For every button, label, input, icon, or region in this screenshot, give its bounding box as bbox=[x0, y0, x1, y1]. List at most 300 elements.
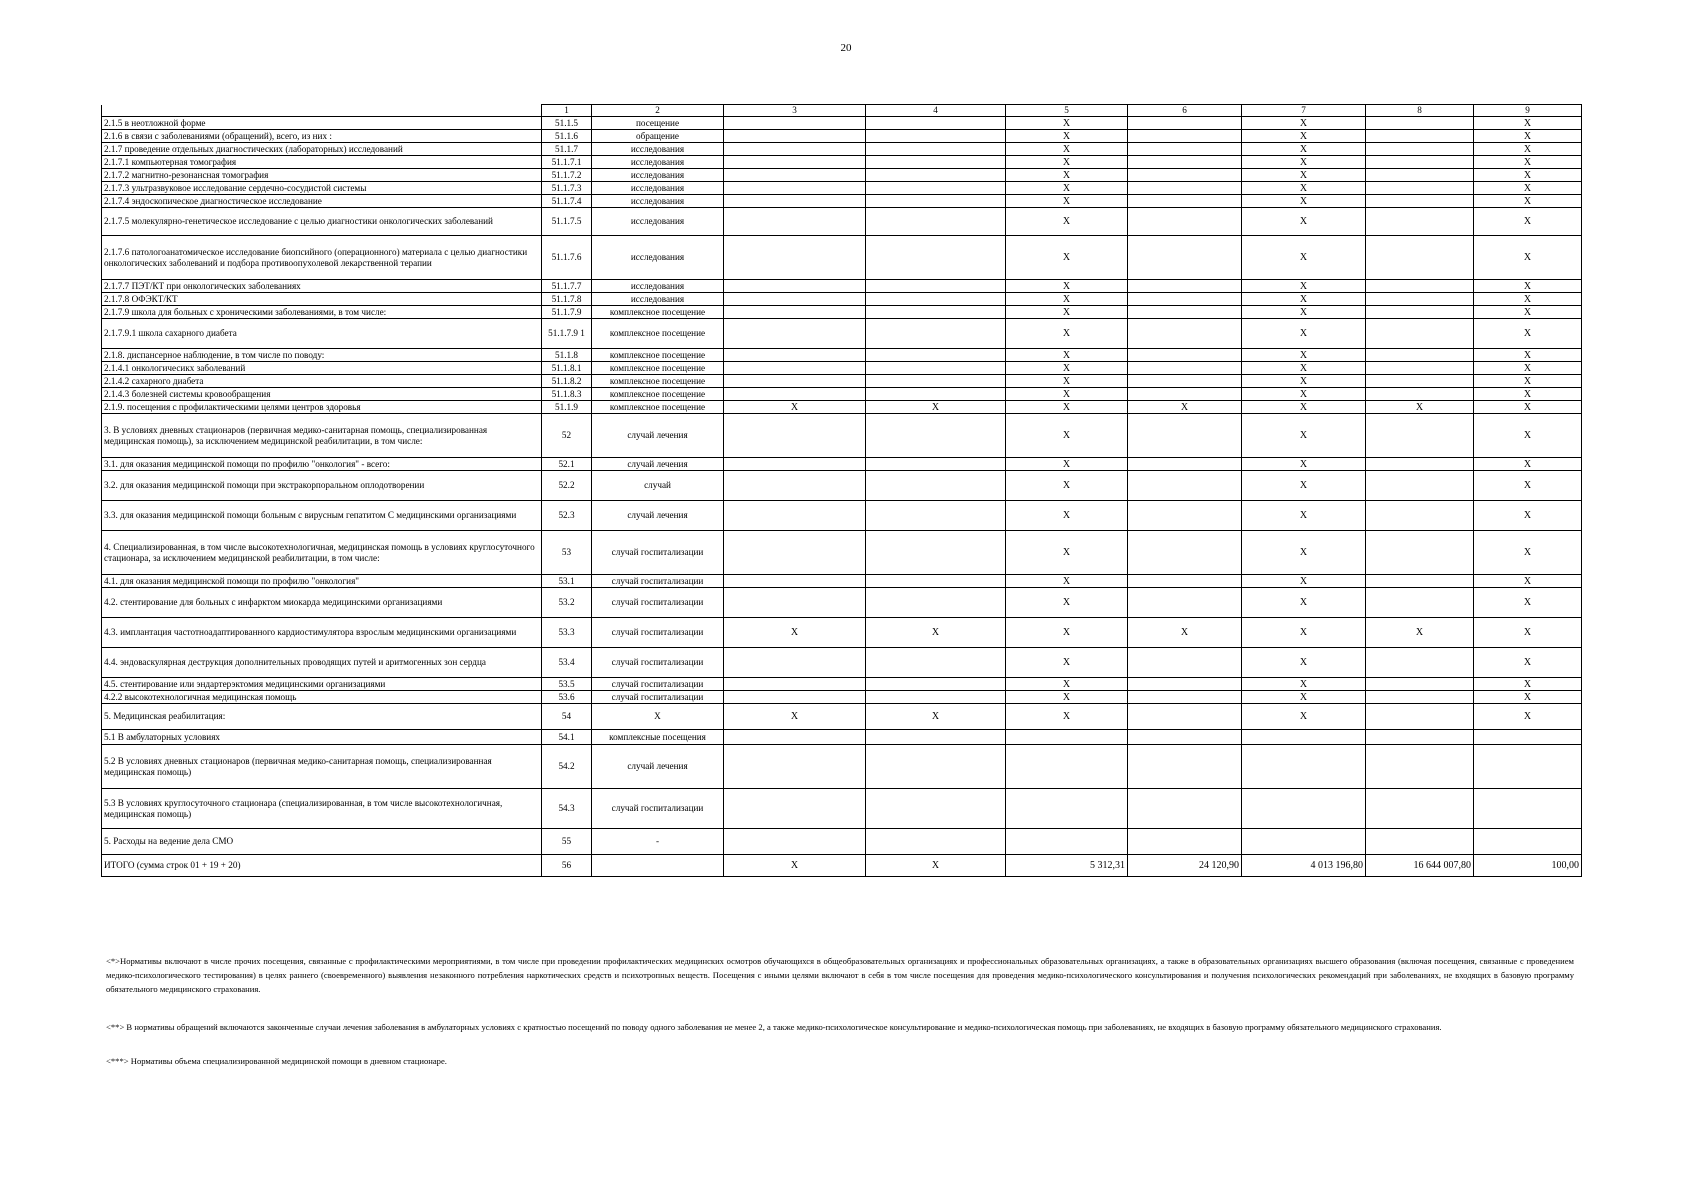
value-cell bbox=[1006, 745, 1128, 789]
unit-cell: случай лечения bbox=[592, 458, 724, 471]
value-cell bbox=[1366, 789, 1474, 829]
column-header bbox=[102, 105, 542, 117]
footnote-1: <*>Нормативы включают в числе прочих посещения, связанные с профилактическими мероприятиями, в том числе при проведении профилактических медицинских осмотров обучающихся в общеобразовательных организациях и профессиональных образовательных организациях, а также в образовательных организациях высшего образования (включая посещения, связанные с проведением медико-психологического тестирования) в целях раннего (своевременного) выявления незаконного потребления наркотических средств и психотропных веществ. Посещения с иными целями включают в себя в том числе посещения для проведения медико-психологического консультирования и получения психологических рекомендаций при заболеваниях, не входящих в базовую программу обязательного медицинского страхования. bbox=[106, 956, 1574, 994]
table-row bbox=[102, 531, 1582, 575]
row-code: 51.1.7.6 bbox=[542, 236, 592, 280]
value-cell bbox=[866, 388, 1006, 401]
unit-cell: случай госпитализации bbox=[592, 618, 724, 648]
table-row bbox=[102, 169, 1582, 182]
value-cell: X bbox=[1006, 293, 1128, 306]
value-cell: X bbox=[1006, 648, 1128, 678]
row-label: 4. Специализированная, в том числе высокотехнологичная, медицинская помощь в условиях круглосуточного стационара, за исключением медицинской реабилитации, в том числе: bbox=[102, 531, 542, 575]
value-cell bbox=[866, 293, 1006, 306]
value-cell: X bbox=[1006, 117, 1128, 130]
table-row bbox=[102, 349, 1582, 362]
value-cell: X bbox=[1474, 458, 1582, 471]
unit-cell bbox=[592, 855, 724, 877]
value-cell bbox=[1128, 829, 1242, 855]
value-cell: X bbox=[1006, 375, 1128, 388]
column-header: 3 bbox=[724, 105, 866, 117]
row-label: 5. Медицинская реабилитация: bbox=[102, 704, 542, 730]
value-cell: X bbox=[1242, 501, 1366, 531]
value-cell: X bbox=[1006, 143, 1128, 156]
value-cell: X bbox=[1128, 401, 1242, 414]
value-cell bbox=[724, 169, 866, 182]
value-cell bbox=[866, 362, 1006, 375]
value-cell bbox=[724, 388, 866, 401]
value-cell bbox=[724, 789, 866, 829]
value-cell: X bbox=[1128, 618, 1242, 648]
value-cell: X bbox=[1474, 531, 1582, 575]
column-header: 1 bbox=[542, 105, 592, 117]
value-cell: X bbox=[1006, 618, 1128, 648]
value-cell: 100,00 bbox=[1474, 855, 1582, 877]
value-cell bbox=[1128, 169, 1242, 182]
value-cell bbox=[724, 195, 866, 208]
value-cell: X bbox=[1006, 388, 1128, 401]
value-cell bbox=[1366, 208, 1474, 236]
value-cell bbox=[866, 236, 1006, 280]
value-cell: X bbox=[1242, 691, 1366, 704]
value-cell bbox=[724, 293, 866, 306]
value-cell bbox=[1366, 414, 1474, 458]
unit-cell: исследования bbox=[592, 169, 724, 182]
table-row bbox=[102, 678, 1582, 691]
value-cell: X bbox=[1006, 236, 1128, 280]
unit-cell: исследования bbox=[592, 208, 724, 236]
value-cell: X bbox=[724, 618, 866, 648]
unit-cell: случай госпитализации bbox=[592, 588, 724, 618]
value-cell bbox=[724, 691, 866, 704]
value-cell: X bbox=[1242, 388, 1366, 401]
value-cell: X bbox=[866, 855, 1006, 877]
row-label: 3. В условиях дневных стационаров (первичная медико-санитарная помощь, специализированная медицинская помощь), за исключением медицинской реабилитации, в том числе: bbox=[102, 414, 542, 458]
row-code: 51.1.8.2 bbox=[542, 375, 592, 388]
value-cell bbox=[724, 678, 866, 691]
column-header: 7 bbox=[1242, 105, 1366, 117]
row-label: 5.3 В условиях круглосуточного стационара (специализированная, в том числе высокотехнологичная, медицинская помощь) bbox=[102, 789, 542, 829]
value-cell: X bbox=[1006, 575, 1128, 588]
value-cell bbox=[866, 208, 1006, 236]
value-cell bbox=[1474, 829, 1582, 855]
row-code: 51.1.7.5 bbox=[542, 208, 592, 236]
unit-cell: случай лечения bbox=[592, 745, 724, 789]
value-cell bbox=[1366, 169, 1474, 182]
value-cell: X bbox=[1474, 471, 1582, 501]
table-row bbox=[102, 293, 1582, 306]
table-row bbox=[102, 458, 1582, 471]
value-cell: X bbox=[1474, 375, 1582, 388]
value-cell: 5 312,31 bbox=[1006, 855, 1128, 877]
value-cell bbox=[1366, 745, 1474, 789]
table-row bbox=[102, 130, 1582, 143]
value-cell: X bbox=[1474, 319, 1582, 349]
value-cell: X bbox=[724, 704, 866, 730]
value-cell bbox=[866, 319, 1006, 349]
row-label: 2.1.7.9.1 школа сахарного диабета bbox=[102, 319, 542, 349]
value-cell bbox=[1128, 388, 1242, 401]
value-cell: X bbox=[1242, 117, 1366, 130]
value-cell bbox=[1128, 195, 1242, 208]
value-cell: X bbox=[1242, 208, 1366, 236]
unit-cell: случай лечения bbox=[592, 414, 724, 458]
page-number: 20 bbox=[840, 42, 852, 54]
table-row bbox=[102, 829, 1582, 855]
unit-cell: комплексное посещение bbox=[592, 349, 724, 362]
value-cell: X bbox=[1242, 531, 1366, 575]
value-cell: X bbox=[1242, 143, 1366, 156]
table-row bbox=[102, 414, 1582, 458]
value-cell bbox=[1128, 208, 1242, 236]
value-cell: X bbox=[1006, 280, 1128, 293]
table-row bbox=[102, 182, 1582, 195]
value-cell: X bbox=[1474, 156, 1582, 169]
value-cell bbox=[1366, 362, 1474, 375]
value-cell: X bbox=[1474, 195, 1582, 208]
row-code: 51.1.8.3 bbox=[542, 388, 592, 401]
value-cell: X bbox=[1242, 169, 1366, 182]
row-label: 4.5. стентирование или эндартерэктомия медицинскими организациями bbox=[102, 678, 542, 691]
value-cell bbox=[866, 182, 1006, 195]
column-header: 9 bbox=[1474, 105, 1582, 117]
value-cell bbox=[724, 319, 866, 349]
value-cell bbox=[1128, 182, 1242, 195]
row-code: 51.1.6 bbox=[542, 130, 592, 143]
value-cell: X bbox=[1474, 169, 1582, 182]
column-header: 5 bbox=[1006, 105, 1128, 117]
value-cell bbox=[724, 575, 866, 588]
row-code: 51.1.7.3 bbox=[542, 182, 592, 195]
value-cell: X bbox=[1006, 362, 1128, 375]
value-cell: X bbox=[1006, 208, 1128, 236]
value-cell bbox=[1128, 704, 1242, 730]
unit-cell: исследования bbox=[592, 182, 724, 195]
value-cell: X bbox=[1006, 588, 1128, 618]
value-cell bbox=[1242, 829, 1366, 855]
row-code: 53.1 bbox=[542, 575, 592, 588]
value-cell: X bbox=[1242, 588, 1366, 618]
value-cell bbox=[866, 531, 1006, 575]
row-label: 4.4. эндоваскулярная деструкция дополнительных проводящих путей и аритмогенных зон сердца bbox=[102, 648, 542, 678]
row-label: 2.1.4.2 сахарного диабета bbox=[102, 375, 542, 388]
value-cell: X bbox=[1474, 293, 1582, 306]
unit-cell: случай bbox=[592, 471, 724, 501]
value-cell bbox=[1366, 195, 1474, 208]
value-cell bbox=[866, 691, 1006, 704]
column-header: 4 bbox=[866, 105, 1006, 117]
value-cell bbox=[1366, 575, 1474, 588]
unit-cell: исследования bbox=[592, 293, 724, 306]
row-label: 2.1.4.1 онкологичесикх заболеваний bbox=[102, 362, 542, 375]
value-cell: X bbox=[1006, 169, 1128, 182]
value-cell bbox=[724, 156, 866, 169]
value-cell bbox=[1366, 182, 1474, 195]
unit-cell: посещение bbox=[592, 117, 724, 130]
value-cell: X bbox=[1006, 704, 1128, 730]
unit-cell: комплексное посещение bbox=[592, 362, 724, 375]
value-cell bbox=[1242, 789, 1366, 829]
row-label: 2.1.7.3 ультразвуковое исследование сердечно-сосудистой системы bbox=[102, 182, 542, 195]
row-code: 51.1.7.9 bbox=[542, 306, 592, 319]
table-row bbox=[102, 319, 1582, 349]
column-header: 8 bbox=[1366, 105, 1474, 117]
row-label: 4.2. стентирование для больных с инфарктом миокарда медицинскими организациями bbox=[102, 588, 542, 618]
row-code: 53.4 bbox=[542, 648, 592, 678]
value-cell bbox=[1474, 745, 1582, 789]
row-label: 4.1. для оказания медицинской помощи по профилю "онкология" bbox=[102, 575, 542, 588]
value-cell: X bbox=[1006, 458, 1128, 471]
value-cell: X bbox=[1474, 648, 1582, 678]
row-label: 2.1.7.5 молекулярно-генетическое исследование с целью диагностики онкологических заболеваний bbox=[102, 208, 542, 236]
value-cell bbox=[866, 169, 1006, 182]
value-cell bbox=[1128, 293, 1242, 306]
value-cell bbox=[866, 280, 1006, 293]
row-label: 3.3. для оказания медицинской помощи больным с вирусным гепатитом С медицинскими организациями bbox=[102, 501, 542, 531]
value-cell bbox=[1128, 375, 1242, 388]
value-cell bbox=[1128, 588, 1242, 618]
value-cell bbox=[1006, 829, 1128, 855]
value-cell: X bbox=[1242, 575, 1366, 588]
row-label: 2.1.7.1 компьютерная томография bbox=[102, 156, 542, 169]
value-cell bbox=[1128, 117, 1242, 130]
value-cell: X bbox=[1006, 156, 1128, 169]
value-cell bbox=[1366, 306, 1474, 319]
unit-cell: комплексное посещение bbox=[592, 375, 724, 388]
value-cell bbox=[1128, 362, 1242, 375]
row-label: 5.1 В амбулаторных условиях bbox=[102, 730, 542, 745]
value-cell bbox=[1128, 531, 1242, 575]
unit-cell: случай госпитализации bbox=[592, 531, 724, 575]
value-cell bbox=[1242, 730, 1366, 745]
row-code: 55 bbox=[542, 829, 592, 855]
table-header-row bbox=[102, 105, 1582, 117]
value-cell bbox=[1128, 414, 1242, 458]
value-cell bbox=[1128, 678, 1242, 691]
table-row bbox=[102, 648, 1582, 678]
row-label: 5. Расходы на ведение дела СМО bbox=[102, 829, 542, 855]
row-code: 52.2 bbox=[542, 471, 592, 501]
table-row bbox=[102, 388, 1582, 401]
value-cell bbox=[1366, 280, 1474, 293]
value-cell: X bbox=[724, 401, 866, 414]
table-row bbox=[102, 208, 1582, 236]
value-cell bbox=[724, 236, 866, 280]
value-cell: X bbox=[1006, 319, 1128, 349]
row-label: 2.1.9. посещения с профилактическими целями центров здоровья bbox=[102, 401, 542, 414]
row-code: 51.1.8.1 bbox=[542, 362, 592, 375]
unit-cell: исследования bbox=[592, 236, 724, 280]
value-cell: X bbox=[1474, 208, 1582, 236]
value-cell bbox=[866, 575, 1006, 588]
value-cell: X bbox=[1474, 130, 1582, 143]
value-cell bbox=[866, 471, 1006, 501]
unit-cell: случай госпитализации bbox=[592, 691, 724, 704]
value-cell bbox=[1366, 678, 1474, 691]
value-cell: X bbox=[1242, 401, 1366, 414]
value-cell bbox=[866, 678, 1006, 691]
value-cell: X bbox=[1242, 349, 1366, 362]
value-cell: X bbox=[1366, 618, 1474, 648]
value-cell: X bbox=[1006, 349, 1128, 362]
value-cell bbox=[866, 829, 1006, 855]
row-label: 2.1.7.8 ОФЭКТ/КТ bbox=[102, 293, 542, 306]
value-cell bbox=[1128, 789, 1242, 829]
table-row bbox=[102, 195, 1582, 208]
unit-cell: случай госпитализации bbox=[592, 648, 724, 678]
value-cell: X bbox=[1006, 501, 1128, 531]
value-cell bbox=[866, 195, 1006, 208]
value-cell: 4 013 196,80 bbox=[1242, 855, 1366, 877]
row-label: ИТОГО (сумма строк 01 + 19 + 20) bbox=[102, 855, 542, 877]
table-row bbox=[102, 501, 1582, 531]
value-cell bbox=[1366, 531, 1474, 575]
value-cell bbox=[724, 349, 866, 362]
value-cell bbox=[1128, 130, 1242, 143]
value-cell bbox=[1128, 143, 1242, 156]
unit-cell: комплексные посещения bbox=[592, 730, 724, 745]
value-cell: X bbox=[1474, 362, 1582, 375]
row-code: 53.3 bbox=[542, 618, 592, 648]
row-code: 54 bbox=[542, 704, 592, 730]
value-cell bbox=[1128, 691, 1242, 704]
row-code: 51.1.7.7 bbox=[542, 280, 592, 293]
footnote-3: <***> Нормативы объема специализированной медицинской помощи в дневном стационаре. bbox=[106, 1056, 447, 1066]
value-cell bbox=[724, 531, 866, 575]
value-cell bbox=[1366, 293, 1474, 306]
value-cell: X bbox=[1242, 306, 1366, 319]
value-cell bbox=[866, 789, 1006, 829]
value-cell: X bbox=[1242, 704, 1366, 730]
table-row bbox=[102, 375, 1582, 388]
row-code: 54.2 bbox=[542, 745, 592, 789]
row-label: 2.1.4.3 болезней системы кровообращения bbox=[102, 388, 542, 401]
row-label: 2.1.5 в неотложной форме bbox=[102, 117, 542, 130]
value-cell: X bbox=[1242, 414, 1366, 458]
value-cell bbox=[1366, 458, 1474, 471]
value-cell bbox=[1128, 349, 1242, 362]
value-cell bbox=[724, 501, 866, 531]
column-header: 2 bbox=[592, 105, 724, 117]
value-cell bbox=[1366, 349, 1474, 362]
value-cell: X bbox=[1474, 401, 1582, 414]
value-cell bbox=[866, 414, 1006, 458]
value-cell: X bbox=[1006, 401, 1128, 414]
unit-cell: X bbox=[592, 704, 724, 730]
value-cell bbox=[724, 143, 866, 156]
value-cell bbox=[866, 375, 1006, 388]
value-cell bbox=[1366, 829, 1474, 855]
value-cell: X bbox=[1474, 117, 1582, 130]
value-cell bbox=[1366, 117, 1474, 130]
value-cell bbox=[1366, 388, 1474, 401]
value-cell: 16 644 007,80 bbox=[1366, 855, 1474, 877]
table-row bbox=[102, 236, 1582, 280]
value-cell: X bbox=[1474, 143, 1582, 156]
value-cell: X bbox=[1242, 236, 1366, 280]
value-cell bbox=[866, 745, 1006, 789]
value-cell bbox=[1366, 236, 1474, 280]
value-cell: X bbox=[1474, 182, 1582, 195]
row-code: 51.1.7.2 bbox=[542, 169, 592, 182]
column-header: 6 bbox=[1128, 105, 1242, 117]
value-cell: X bbox=[1242, 182, 1366, 195]
value-cell bbox=[1128, 280, 1242, 293]
value-cell bbox=[724, 648, 866, 678]
value-cell bbox=[866, 730, 1006, 745]
value-cell: X bbox=[1474, 678, 1582, 691]
value-cell bbox=[866, 143, 1006, 156]
unit-cell: исследования bbox=[592, 143, 724, 156]
value-cell: X bbox=[866, 704, 1006, 730]
table-row bbox=[102, 704, 1582, 730]
row-code: 51.1.7 bbox=[542, 143, 592, 156]
row-label: 4.3. имплантация частотноадаптированного кардиостимулятора взрослым медицинскими организациями bbox=[102, 618, 542, 648]
value-cell bbox=[1128, 319, 1242, 349]
value-cell bbox=[1366, 471, 1474, 501]
value-cell bbox=[1128, 471, 1242, 501]
value-cell: X bbox=[1242, 471, 1366, 501]
value-cell: X bbox=[1006, 471, 1128, 501]
footnote-2: <**> В нормативы обращений включаются законченные случаи лечения заболевания в амбулаторных условиях с кратностью посещений по поводу одного заболевания не менее 2, а также медико-психологическое консультирование и медико-психологическая помощь при заболеваниях, не входящих в базовую программу обязательного медицинского страхования. bbox=[106, 1022, 1442, 1032]
value-cell bbox=[724, 414, 866, 458]
value-cell: X bbox=[1474, 306, 1582, 319]
row-code: 51.1.5 bbox=[542, 117, 592, 130]
value-cell bbox=[724, 730, 866, 745]
value-cell bbox=[1366, 704, 1474, 730]
value-cell: X bbox=[1006, 195, 1128, 208]
table-row bbox=[102, 588, 1582, 618]
row-code: 53.5 bbox=[542, 678, 592, 691]
row-label: 4.2.2 высокотехнологичная медицинская помощь bbox=[102, 691, 542, 704]
row-label: 2.1.8. диспансерное наблюдение, в том числе по поводу: bbox=[102, 349, 542, 362]
row-code: 52.3 bbox=[542, 501, 592, 531]
value-cell bbox=[1128, 575, 1242, 588]
value-cell bbox=[1366, 319, 1474, 349]
value-cell: X bbox=[1474, 388, 1582, 401]
row-label: 2.1.7.2 магнитно-резонансная томография bbox=[102, 169, 542, 182]
value-cell: X bbox=[866, 401, 1006, 414]
value-cell: X bbox=[1474, 704, 1582, 730]
row-code: 51.1.7.9 1 bbox=[542, 319, 592, 349]
value-cell: X bbox=[1474, 501, 1582, 531]
row-code: 54.1 bbox=[542, 730, 592, 745]
value-cell: X bbox=[1474, 414, 1582, 458]
row-code: 53 bbox=[542, 531, 592, 575]
value-cell bbox=[1128, 745, 1242, 789]
value-cell: X bbox=[1242, 618, 1366, 648]
value-cell bbox=[724, 306, 866, 319]
value-cell: X bbox=[724, 855, 866, 877]
value-cell: X bbox=[1006, 678, 1128, 691]
value-cell: X bbox=[866, 618, 1006, 648]
value-cell: X bbox=[1474, 588, 1582, 618]
table-row bbox=[102, 306, 1582, 319]
table-row bbox=[102, 618, 1582, 648]
unit-cell: случай госпитализации bbox=[592, 678, 724, 691]
value-cell bbox=[724, 362, 866, 375]
value-cell bbox=[866, 130, 1006, 143]
value-cell bbox=[1128, 730, 1242, 745]
value-cell: X bbox=[1474, 575, 1582, 588]
value-cell bbox=[1128, 501, 1242, 531]
table-row bbox=[102, 691, 1582, 704]
value-cell bbox=[866, 588, 1006, 618]
row-code: 52 bbox=[542, 414, 592, 458]
value-cell bbox=[1128, 156, 1242, 169]
value-cell: X bbox=[1242, 458, 1366, 471]
unit-cell: - bbox=[592, 829, 724, 855]
value-cell: X bbox=[1242, 195, 1366, 208]
